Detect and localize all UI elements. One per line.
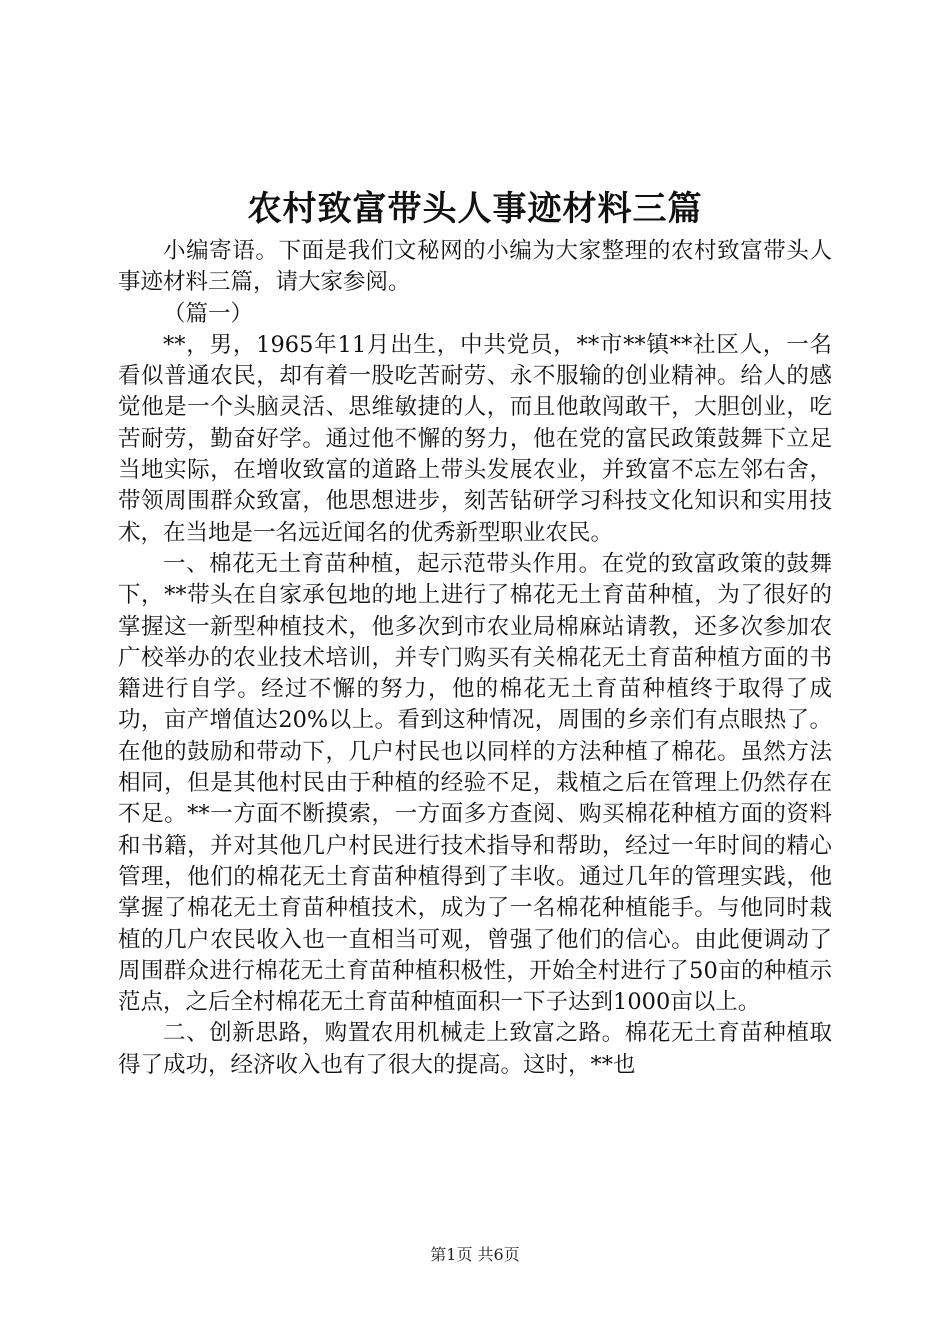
- paragraph-intro: 小编寄语。下面是我们文秘网的小编为大家整理的农村致富带头人事迹材料三篇，请大家参阅。: [118, 238, 832, 296]
- paragraph-point-two: 二、创新思路，购置农用机械走上致富之路。棉花无土育苗种植取得了成功，经济收入也有了很大的提高。这时，**也: [118, 1020, 832, 1078]
- paragraph-profile: **，男，1965年11月出生，中共党员，**市**镇**社区人，一名看似普通农民，却有着一股吃苦耐劳、永不服输的创业精神。给人的感觉他是一个头脑灵活、思维敏捷的人，而且他敢闯敢干，大胆创业，吃苦耐劳，勤奋好学。通过他不懈的努力，他在党的富民政策鼓舞下立足当地实际，在增收致富的道路上带头发展农业，并致富不忘左邻右舍，带领周围群众致富，他思想进步，刻苦钻研学习科技文化知识和实用技术，在当地是一名远近闻名的优秀新型职业农民。: [118, 331, 832, 546]
- document-body: [118, 236, 832, 1081]
- paragraph-section-label: （篇一）: [163, 300, 254, 327]
- document-title: 农村致富带头人事迹材料三篇: [247, 189, 703, 229]
- paragraph-point-one: 一、棉花无土育苗种植，起示范带头作用。在党的致富政策的鼓舞下，**带头在自家承包地的地上进行了棉花无土育苗种植，为了很好的掌握这一新型种植技术，他多次到市农业局棉麻站请教，还多次参加农广校举办的农业技术培训，并专门购买有关棉花无土育苗种植方面的书籍进行自学。经过不懈的努力，他的棉花无土育苗种植终于取得了成功，亩产增值达20%以上。看到这种情况，周围的乡亲们有点眼热了。在他的鼓励和带动下，几户村民也以同样的方法种植了棉花。虽然方法相同，但是其他村民由于种植的经验不足，栽植之后在管理上仍然存在不足。**一方面不断摸索，一方面多方查阅、购买棉花种植方面的资料和书籍，并对其他几户村民进行技术指导和帮助，经过一年时间的精心管理，他们的棉花无土育苗种植得到了丰收。通过几年的管理实践，他掌握了棉花无土育苗种植技术，成为了一名棉花种植能手。与他同时栽植的几户农民收入也一直相当可观，曾强了他们的信心。由此便调动了周围群众进行棉花无土育苗种植积极性，开始全村进行了50亩的种植示范点，之后全村棉花无土育苗种植面积一下子达到1000亩以上。: [118, 550, 832, 1016]
- page-number-footer: 第1页 共6页: [430, 1245, 520, 1264]
